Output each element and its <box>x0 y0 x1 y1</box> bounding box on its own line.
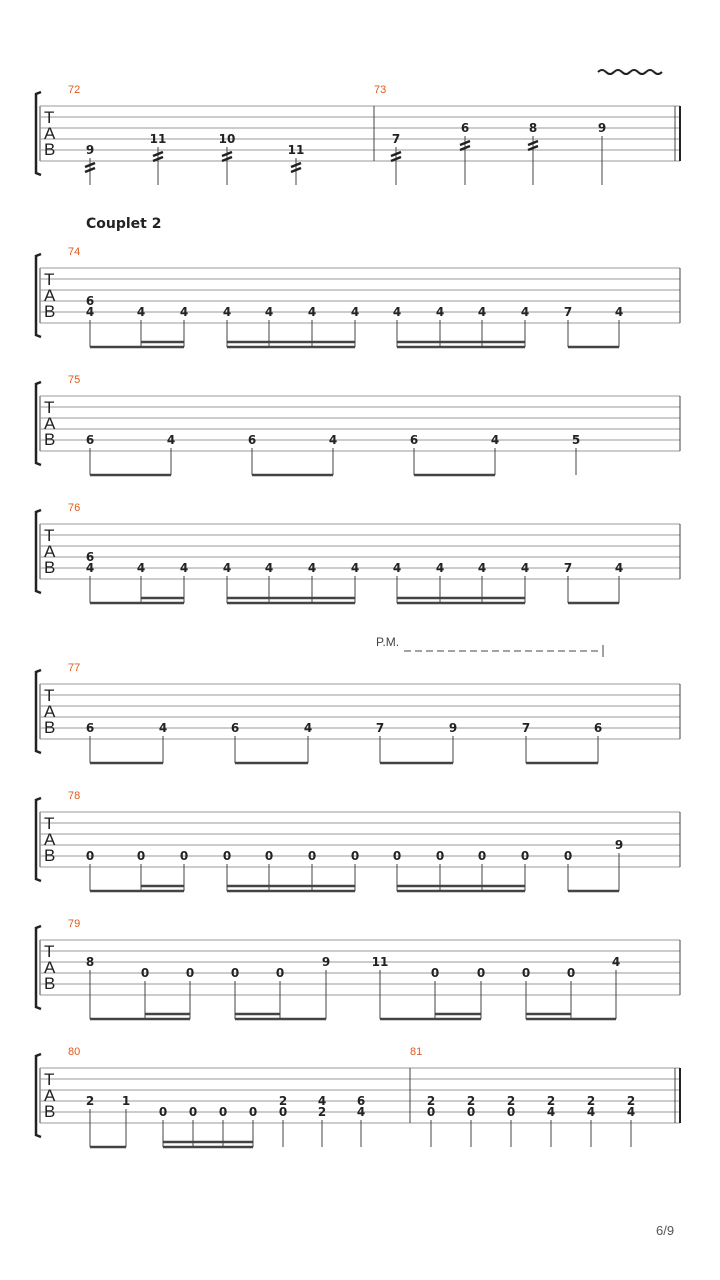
fret-number: 11 <box>149 132 167 146</box>
fret-number: 4 <box>356 1105 366 1119</box>
fret-number: 0 <box>563 849 573 863</box>
fret-number: 11 <box>287 143 305 157</box>
fret-number: 0 <box>430 966 440 980</box>
fret-number: 0 <box>140 966 150 980</box>
fret-number: 0 <box>218 1105 228 1119</box>
fret-number: 9 <box>321 955 331 969</box>
tab-clef-letter: T <box>44 1070 55 1089</box>
fret-number: 0 <box>307 849 317 863</box>
tab-clef-letter: B <box>44 140 56 159</box>
fret-number: 6 <box>409 433 419 447</box>
fret-number: 6 <box>85 721 95 735</box>
fret-number: 0 <box>477 849 487 863</box>
measure-number: 78 <box>68 790 81 802</box>
fret-number: 4 <box>350 561 360 575</box>
fret-number: 4 <box>546 1105 556 1119</box>
fret-number: 4 <box>222 561 232 575</box>
measure-number: 81 <box>410 1046 423 1058</box>
tab-clef-letter: A <box>44 124 56 143</box>
fret-number: 10 <box>218 132 236 146</box>
fret-number: 2 <box>506 1094 516 1108</box>
fret-number: 0 <box>264 849 274 863</box>
fret-number: 0 <box>426 1105 436 1119</box>
tab-system <box>36 918 680 1019</box>
fret-number: 4 <box>586 1105 596 1119</box>
fret-number: 5 <box>571 433 581 447</box>
fret-number: 6 <box>247 433 257 447</box>
tab-clef-letter: A <box>44 414 56 433</box>
fret-number: 4 <box>317 1094 327 1108</box>
tab-clef-letter: A <box>44 958 56 977</box>
fret-number: 4 <box>179 305 189 319</box>
measure-number: 72 <box>68 84 81 96</box>
fret-number: 6 <box>85 294 95 308</box>
measure-number: 79 <box>68 918 81 930</box>
fret-number: 7 <box>563 561 573 575</box>
fret-number: 0 <box>520 849 530 863</box>
fret-number: 4 <box>303 721 313 735</box>
fret-number: 0 <box>350 849 360 863</box>
fret-number: 0 <box>476 966 486 980</box>
fret-number: 4 <box>435 305 445 319</box>
fret-number: 2 <box>466 1094 476 1108</box>
tab-clef-letter: T <box>44 398 55 417</box>
fret-number: 6 <box>356 1094 366 1108</box>
tab-clef-letter: A <box>44 542 56 561</box>
page-number: 6/9 <box>656 1223 675 1238</box>
fret-number: 2 <box>626 1094 636 1108</box>
fret-number: 0 <box>179 849 189 863</box>
fret-number: 0 <box>230 966 240 980</box>
fret-number: 0 <box>136 849 146 863</box>
fret-number: 2 <box>546 1094 556 1108</box>
fret-number: 6 <box>593 721 603 735</box>
fret-number: 9 <box>597 121 607 135</box>
tab-clef-letter: T <box>44 108 55 127</box>
fret-number: 2 <box>85 1094 95 1108</box>
tab-system <box>36 70 680 185</box>
tab-clef-letter: T <box>44 942 55 961</box>
fret-number: 0 <box>566 966 576 980</box>
fret-number: 9 <box>85 143 95 157</box>
section-label: Couplet 2 <box>86 216 162 232</box>
fret-number: 0 <box>506 1105 516 1119</box>
fret-number: 0 <box>248 1105 258 1119</box>
tab-clef-letter: B <box>44 558 56 577</box>
fret-number: 4 <box>264 561 274 575</box>
tab-clef-letter: B <box>44 846 56 865</box>
fret-number: 4 <box>392 561 402 575</box>
fret-number: 7 <box>375 721 385 735</box>
fret-number: 4 <box>477 305 487 319</box>
tab-clef-letter: T <box>44 270 55 289</box>
fret-number: 4 <box>222 305 232 319</box>
tab-system <box>36 790 680 891</box>
tab-system <box>36 246 680 347</box>
fret-number: 0 <box>435 849 445 863</box>
fret-number: 6 <box>230 721 240 735</box>
fret-number: 11 <box>371 955 389 969</box>
fret-number: 0 <box>392 849 402 863</box>
vibrato-mark <box>598 70 662 74</box>
fret-number: 9 <box>448 721 458 735</box>
fret-number: 0 <box>278 1105 288 1119</box>
fret-number: 4 <box>307 561 317 575</box>
palm-mute-label: P.M. <box>376 635 400 649</box>
fret-number: 4 <box>520 305 530 319</box>
fret-number: 4 <box>85 305 95 319</box>
fret-number: 4 <box>392 305 402 319</box>
tab-clef-letter: B <box>44 1102 56 1121</box>
fret-number: 7 <box>521 721 531 735</box>
fret-number: 4 <box>611 955 621 969</box>
tab-clef-letter: A <box>44 286 56 305</box>
measure-number: 80 <box>68 1046 81 1058</box>
fret-number: 4 <box>264 305 274 319</box>
measure-number: 74 <box>68 246 81 258</box>
fret-number: 9 <box>614 838 624 852</box>
fret-number: 4 <box>328 433 338 447</box>
fret-number: 6 <box>460 121 470 135</box>
fret-number: 0 <box>521 966 531 980</box>
fret-number: 2 <box>278 1094 288 1108</box>
fret-number: 4 <box>350 305 360 319</box>
fret-number: 4 <box>490 433 500 447</box>
fret-number: 4 <box>435 561 445 575</box>
fret-number: 4 <box>136 561 146 575</box>
tab-system <box>36 1046 680 1147</box>
tab-system <box>36 662 680 763</box>
fret-number: 4 <box>136 305 146 319</box>
fret-number: 7 <box>563 305 573 319</box>
fret-number: 8 <box>85 955 95 969</box>
tab-clef-letter: T <box>44 686 55 705</box>
tab-clef-letter: A <box>44 1086 56 1105</box>
tab-clef-letter: B <box>44 302 56 321</box>
fret-number: 4 <box>85 561 95 575</box>
measure-number: 76 <box>68 502 81 514</box>
fret-number: 4 <box>307 305 317 319</box>
tab-system <box>36 374 680 475</box>
fret-number: 2 <box>426 1094 436 1108</box>
tab-clef-letter: T <box>44 814 55 833</box>
tab-clef-letter: B <box>44 974 56 993</box>
fret-number: 6 <box>85 433 95 447</box>
measure-number: 75 <box>68 374 81 386</box>
tab-clef-letter: B <box>44 430 56 449</box>
fret-number: 4 <box>179 561 189 575</box>
fret-number: 4 <box>520 561 530 575</box>
tab-system <box>36 502 680 657</box>
tab-clef-letter: B <box>44 718 56 737</box>
tab-clef-letter: A <box>44 702 56 721</box>
fret-number: 2 <box>586 1094 596 1108</box>
fret-number: 7 <box>391 132 401 146</box>
measure-number: 73 <box>374 84 387 96</box>
tab-clef-letter: T <box>44 526 55 545</box>
fret-number: 4 <box>614 561 624 575</box>
fret-number: 0 <box>188 1105 198 1119</box>
fret-number: 1 <box>121 1094 131 1108</box>
fret-number: 2 <box>317 1105 327 1119</box>
fret-number: 0 <box>158 1105 168 1119</box>
measure-number: 77 <box>68 662 81 674</box>
tab-clef-letter: A <box>44 830 56 849</box>
fret-number: 0 <box>275 966 285 980</box>
fret-number: 0 <box>222 849 232 863</box>
fret-number: 6 <box>85 550 95 564</box>
fret-number: 4 <box>477 561 487 575</box>
fret-number: 0 <box>185 966 195 980</box>
fret-number: 4 <box>166 433 176 447</box>
fret-number: 4 <box>614 305 624 319</box>
fret-number: 0 <box>85 849 95 863</box>
fret-number: 4 <box>158 721 168 735</box>
fret-number: 4 <box>626 1105 636 1119</box>
fret-number: 8 <box>528 121 538 135</box>
fret-number: 0 <box>466 1105 476 1119</box>
